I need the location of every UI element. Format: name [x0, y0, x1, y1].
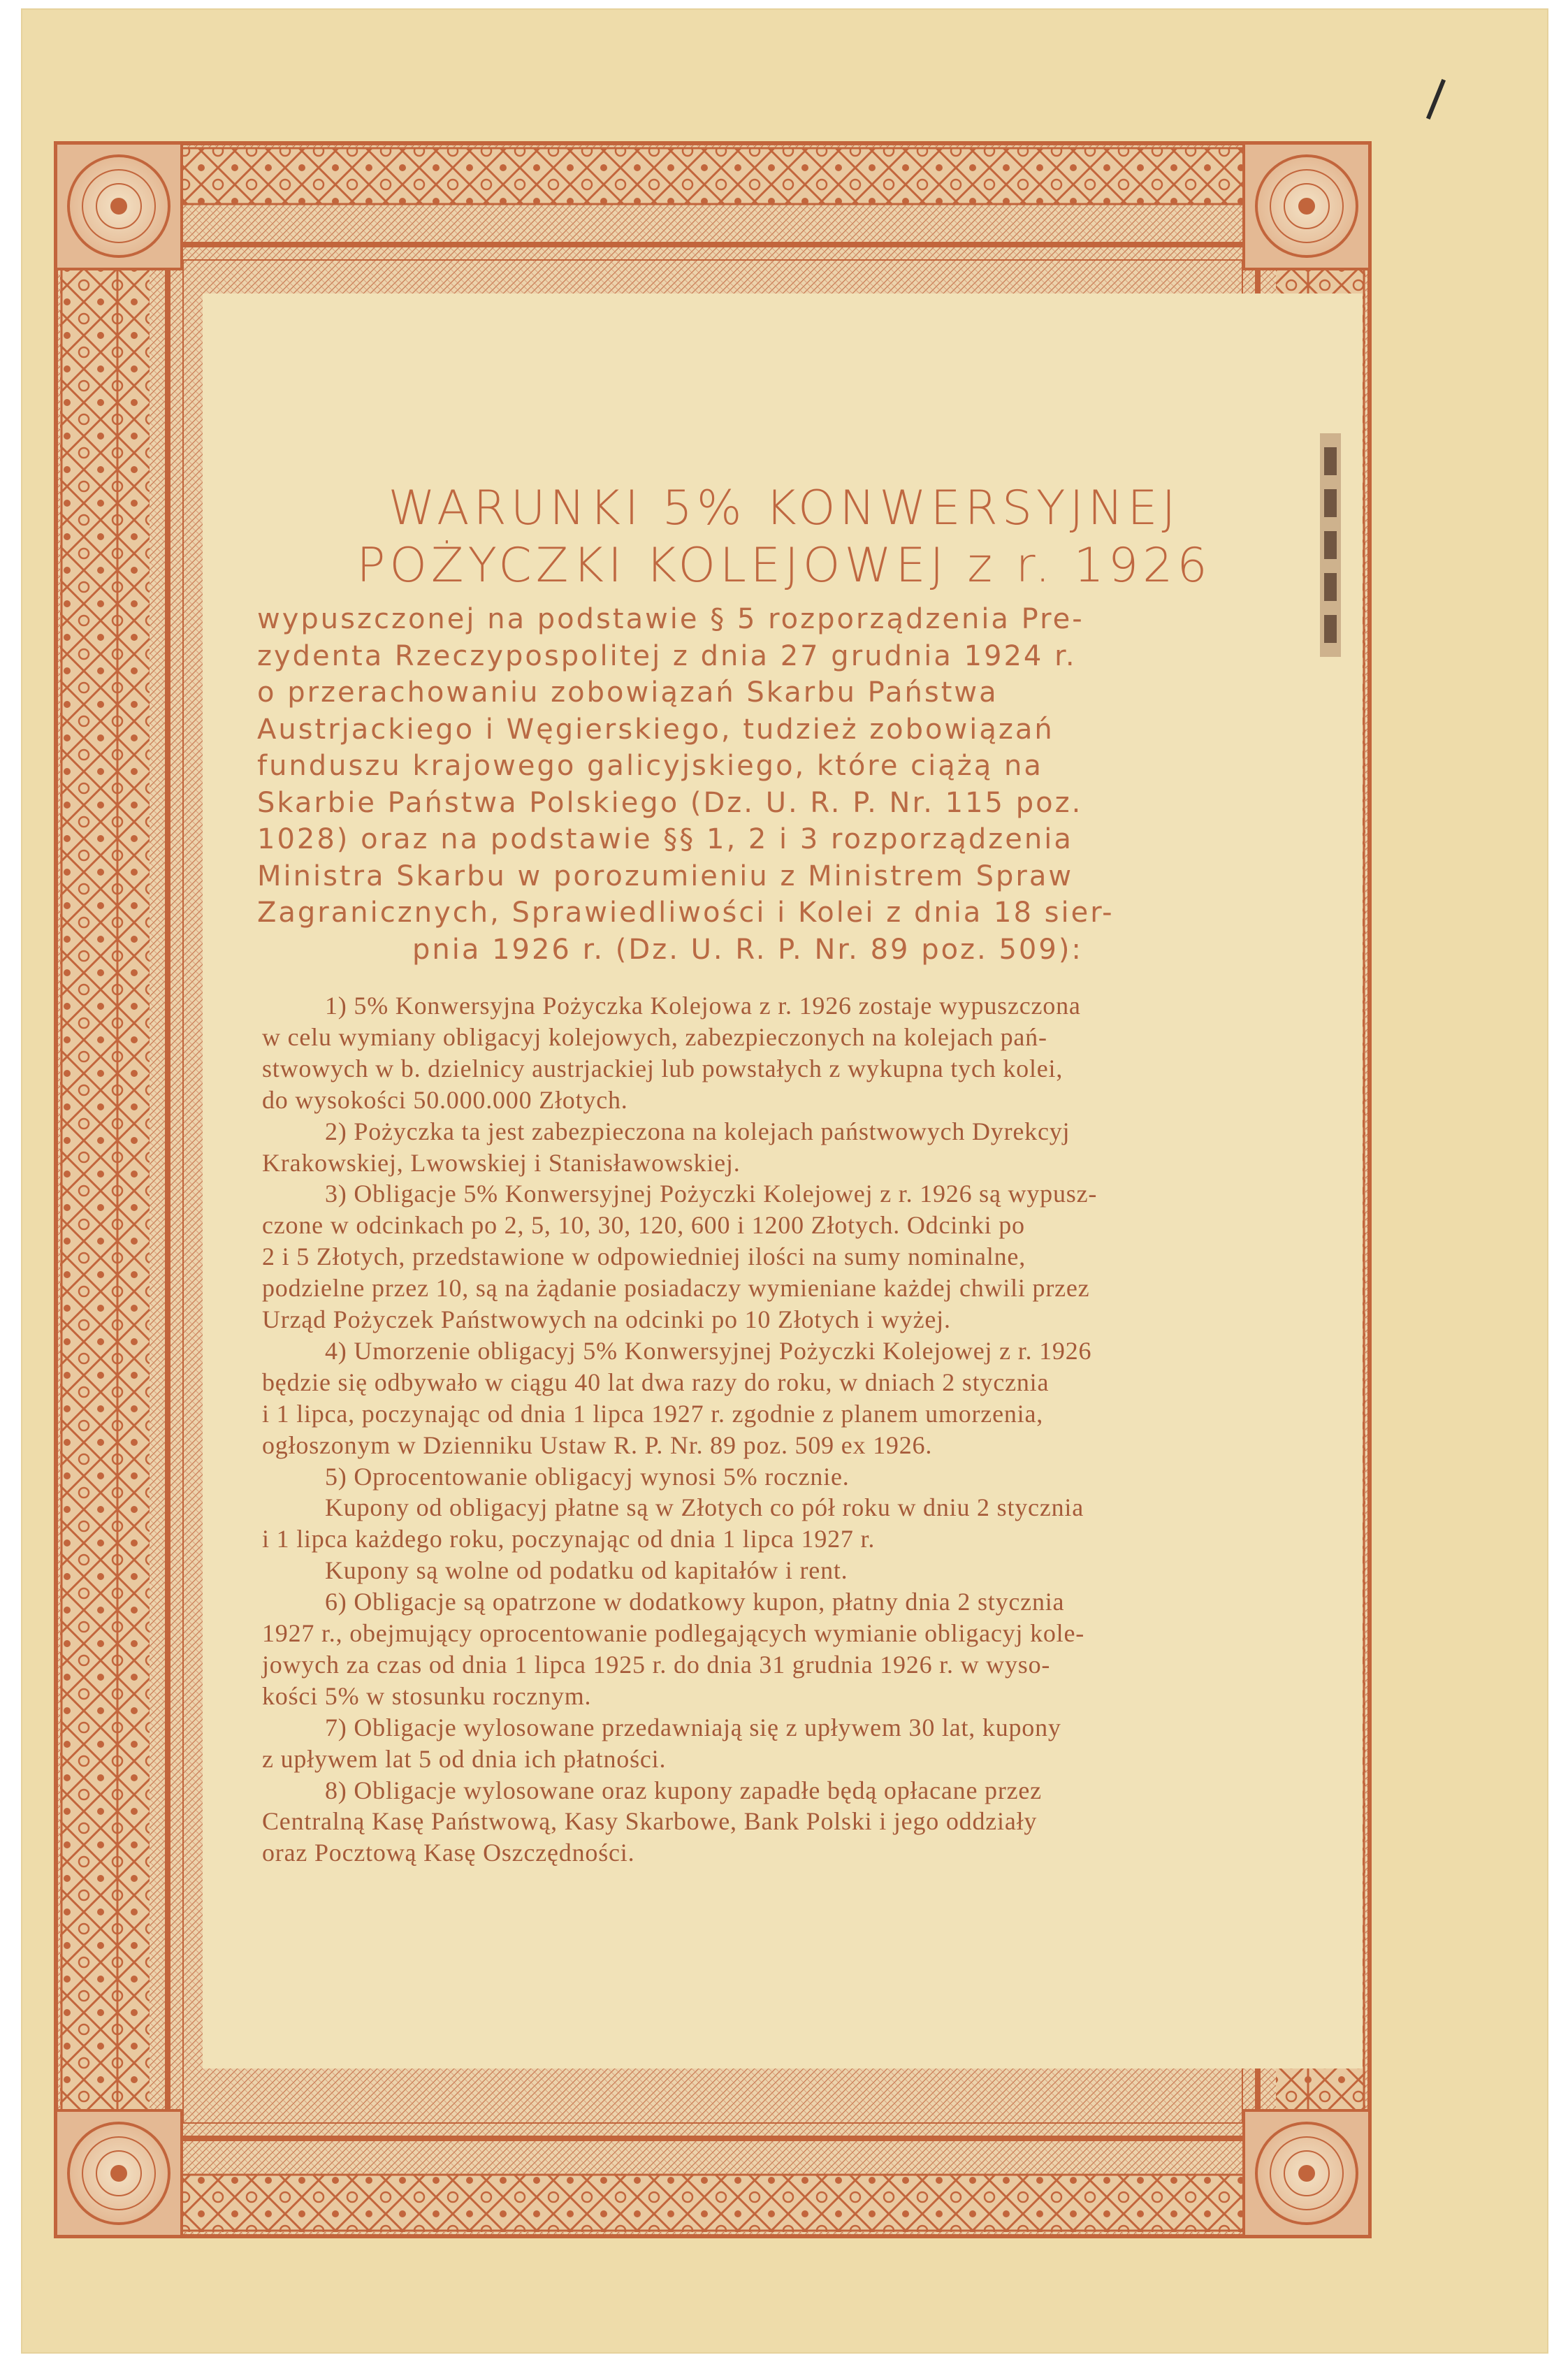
conditions-line: jowych za czas od dnia 1 lipca 1925 r. do dnia 31 grudnia 1926 r. w wyso- — [262, 1650, 1051, 1679]
conditions-line: z upływem lat 5 od dnia ich płatności. — [262, 1744, 667, 1773]
conditions-line: Kupony są wolne od podatku od kapitałów i rent. — [325, 1556, 848, 1585]
conditions-line: w celu wymiany obligacyj kolejowych, zabezpieczonych na kolejach pań- — [262, 1022, 1047, 1051]
conditions-line: 5) Oprocentowanie obligacyj wynosi 5% rocznie. — [325, 1462, 850, 1491]
conditions-line: 7) Obligacje wylosowane przedawniają się z upływem 30 lat, kupony — [325, 1713, 1061, 1741]
rosette-top-left — [56, 143, 182, 269]
rosette-top-right — [1244, 143, 1370, 269]
intro-line: Austrjackiego i Węgierskiego, tudzież zobowiązań — [257, 713, 1054, 746]
conditions-line: ogłoszonym w Dzienniku Ustaw R. P. Nr. 89 poz. 509 ex 1926. — [262, 1430, 933, 1459]
intro-line: Ministra Skarbu w porozumieniu z Ministrem Spraw — [257, 860, 1074, 892]
conditions-line: 4) Umorzenie obligacyj 5% Konwersyjnej Pożyczki Kolejowej z r. 1926 — [325, 1336, 1092, 1365]
conditions-line: będzie się odbywało w ciągu 40 lat dwa razy do roku, w dniach 2 stycznia — [262, 1368, 1050, 1396]
intro-line: funduszu krajowego galicyjskiego, które ciążą na — [257, 750, 1043, 782]
intro-line: pnia 1926 r. (Dz. U. R. P. Nr. 89 poz. 509): — [412, 933, 1083, 966]
conditions-line: stwowych w b. dzielnicy austrjackiej lub powstałych z wykupna tych kolei, — [262, 1054, 1064, 1082]
conditions-line: 1927 r., obejmujący oprocentowanie podlegających wymianie obligacyj kole- — [262, 1619, 1085, 1647]
intro-line: zydenta Rzeczypospolitej z dnia 27 grudnia 1924 r. — [257, 639, 1077, 672]
conditions-line: Urząd Pożyczek Państwowych na odcinki po 10 Złotych i wyżej. — [262, 1305, 951, 1333]
conditions-line: 6) Obligacje są opatrzone w dodatkowy kupon, płatny dnia 2 stycznia — [325, 1588, 1065, 1616]
intro-line: Zagranicznych, Sprawiedliwości i Kolei z dnia 18 sier- — [257, 897, 1115, 929]
intro-line: 1028) oraz na podstawie §§ 1, 2 i 3 rozporządzenia — [257, 823, 1073, 855]
conditions-line: i 1 lipca każdego roku, poczynając od dnia 1 lipca 1927 r. — [262, 1525, 876, 1553]
conditions-line: podzielne przez 10, są na żądanie posiadaczy wymieniane każdej chwili przez — [262, 1274, 1090, 1303]
conditions-line: czone w odcinkach po 2, 5, 10, 30, 120, 600 i 1200 Złotych. Odcinki po — [262, 1211, 1025, 1240]
conditions-line: do wysokości 50.000.000 Złotych. — [262, 1085, 628, 1114]
document-title-line-2: POŻYCZKI KOLEJOWEJ z r. 1926 — [356, 538, 1212, 593]
conditions-line: kości 5% w stosunku rocznym. — [262, 1681, 592, 1710]
conditions-line: Kupony od obligacyj płatne są w Złotych co pół roku w dniu 2 stycznia — [325, 1493, 1084, 1522]
rosette-bottom-left — [56, 2110, 182, 2236]
rosette-bottom-right — [1244, 2110, 1370, 2236]
intro-line: wypuszczonej na podstawie § 5 rozporządzenia Pre- — [257, 603, 1084, 635]
conditions-line: Centralną Kasę Państwową, Kasy Skarbowe, Bank Polski i jego oddziały — [262, 1807, 1038, 1836]
conditions-line: oraz Pocztową Kasę Oszczędności. — [262, 1839, 635, 1867]
conditions-line: 3) Obligacje 5% Konwersyjnej Pożyczki Kolejowej z r. 1926 są wypusz- — [325, 1180, 1098, 1208]
intro-line: Skarbie Państwa Polskiego (Dz. U. R. P. Nr. 115 poz. — [257, 786, 1083, 819]
conditions-line: 1) 5% Konwersyjna Pożyczka Kolejowa z r. 1926 zostaje wypuszczona — [325, 992, 1081, 1020]
conditions-line: Krakowskiej, Lwowskiej i Stanisławowskiej. — [262, 1148, 741, 1177]
conditions-line: 2) Pożyczka ta jest zabezpieczona na kolejach państwowych Dyrekcyj — [325, 1117, 1070, 1145]
conditions-line: 2 i 5 Złotych, przedstawione w odpowiedniej ilości na sumy nominalne, — [262, 1243, 1026, 1271]
document-title-line-1: WARUNKI 5% KONWERSYJNEJ — [388, 481, 1180, 536]
conditions-line: 8) Obligacje wylosowane oraz kupony zapadłe będą opłacane przez — [325, 1776, 1042, 1804]
conditions-line: i 1 lipca, poczynając od dnia 1 lipca 1927 r. zgodnie z planem umorzenia, — [262, 1399, 1044, 1428]
intro-line: o przerachowaniu zobowiązań Skarbu Państwa — [257, 676, 999, 709]
